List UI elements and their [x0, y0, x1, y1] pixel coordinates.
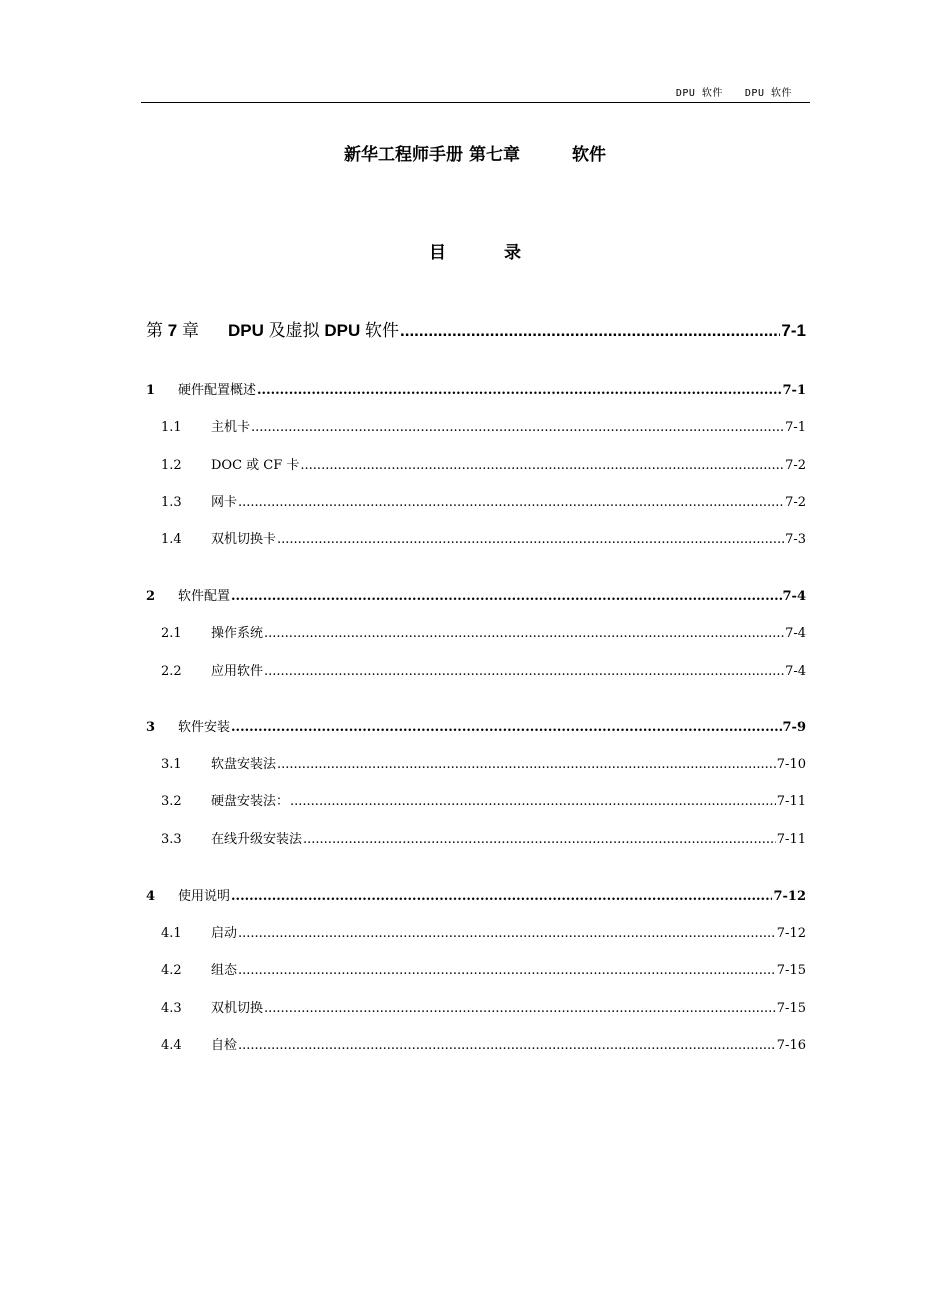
toc-subsection-entry[interactable] — [161, 416, 806, 435]
leader-dots — [231, 720, 781, 735]
document-title-sub: 软件 — [571, 145, 606, 165]
subsection-title: DOC 或 CF 卡 — [211, 458, 300, 473]
subsection-number: 4.2 — [161, 963, 182, 978]
page-number: 7-4 — [782, 589, 806, 604]
page-number: 7-15 — [776, 963, 806, 978]
subsection-title: 主机卡 — [211, 420, 251, 435]
subsection-number: 3.3 — [161, 832, 182, 847]
page-number: 7-16 — [776, 1038, 806, 1053]
page-number: 7-3 — [785, 532, 806, 547]
chapter-number: 第 7 章 — [146, 321, 199, 340]
chapter-title: DPU 及虚拟 DPU 软件 — [228, 321, 400, 340]
subsection-title: 双机切换 — [211, 1001, 264, 1016]
toc-section-entry[interactable] — [146, 716, 806, 735]
toc-subsection-entry[interactable] — [161, 828, 806, 847]
page-number: 7-11 — [776, 832, 806, 847]
section-title: 软件配置 — [178, 589, 231, 604]
section-number: 4 — [146, 889, 156, 904]
page-number: 7-4 — [785, 626, 806, 641]
subsection-title: 硬盘安装法： — [211, 794, 290, 809]
leader-dots — [277, 532, 784, 547]
leader-dots — [257, 383, 781, 398]
subsection-number: 3.2 — [161, 794, 182, 809]
subsection-title: 启动 — [211, 926, 238, 941]
subsection-number: 2.1 — [161, 626, 182, 641]
leader-dots — [290, 794, 776, 809]
toc-subsection-entry[interactable] — [161, 491, 806, 510]
toc-subsection-entry[interactable] — [161, 753, 806, 772]
leader-dots — [264, 664, 784, 679]
section-title: 软件安装 — [178, 720, 231, 735]
subsection-number: 4.1 — [161, 926, 182, 941]
leader-dots — [277, 757, 776, 772]
toc-heading — [0, 238, 950, 263]
page-number: 7-12 — [776, 926, 806, 941]
leader-dots — [251, 420, 784, 435]
toc-chapter-entry[interactable] — [146, 316, 806, 341]
header-rule — [141, 102, 810, 103]
subsection-title: 组态 — [211, 963, 238, 978]
toc-subsection-entry[interactable] — [161, 790, 806, 809]
leader-dots — [231, 889, 772, 904]
toc-subsection-entry[interactable] — [161, 660, 806, 679]
page-number: 7-4 — [785, 664, 806, 679]
leader-dots — [264, 626, 784, 641]
subsection-number: 1.4 — [161, 532, 182, 547]
page-number: 7-9 — [782, 720, 806, 735]
toc-heading-left: 目 — [429, 243, 446, 263]
section-title: 硬件配置概述 — [178, 383, 257, 398]
toc-subsection-entry[interactable] — [161, 997, 806, 1016]
subsection-title: 网卡 — [211, 495, 238, 510]
toc-section-entry[interactable] — [146, 885, 806, 904]
toc-subsection-entry[interactable] — [161, 1034, 806, 1053]
page-number: 7-12 — [773, 889, 806, 904]
subsection-number: 3.1 — [161, 757, 182, 772]
subsection-title: 双机切换卡 — [211, 532, 277, 547]
leader-dots — [231, 589, 781, 604]
document-title-main: 新华工程师手册 第七章 — [344, 145, 520, 165]
toc-subsection-entry[interactable] — [161, 922, 806, 941]
leader-dots — [238, 963, 776, 978]
page-number: 7-1 — [781, 321, 806, 340]
toc-subsection-entry[interactable] — [161, 959, 806, 978]
toc-section-entry[interactable] — [146, 379, 806, 398]
page-header — [676, 84, 792, 99]
header-right-text: DPU 软件 — [744, 88, 792, 99]
page-number: 7-10 — [776, 757, 806, 772]
leader-dots — [264, 1001, 776, 1016]
subsection-number: 1.3 — [161, 495, 182, 510]
subsection-number: 1.2 — [161, 458, 182, 473]
leader-dots — [238, 926, 776, 941]
toc-heading-right: 录 — [504, 243, 521, 263]
leader-dots — [238, 1038, 776, 1053]
page-number: 7-1 — [785, 420, 806, 435]
toc-subsection-entry[interactable] — [161, 528, 806, 547]
subsection-title: 应用软件 — [211, 664, 264, 679]
subsection-title: 操作系统 — [211, 626, 264, 641]
subsection-number: 4.4 — [161, 1038, 182, 1053]
subsection-title: 软盘安装法 — [211, 757, 277, 772]
toc-subsection-entry[interactable] — [161, 622, 806, 641]
leader-dots — [303, 832, 776, 847]
page-number: 7-2 — [785, 458, 806, 473]
leader-dots — [238, 495, 784, 510]
page-number: 7-15 — [776, 1001, 806, 1016]
section-number: 1 — [146, 383, 156, 398]
document-title — [0, 140, 950, 165]
page-number: 7-2 — [785, 495, 806, 510]
leader-dots — [400, 321, 780, 341]
toc-section-entry[interactable] — [146, 585, 806, 604]
subsection-number: 2.2 — [161, 664, 182, 679]
section-number: 2 — [146, 589, 156, 604]
section-number: 3 — [146, 720, 156, 735]
toc-subsection-entry[interactable] — [161, 454, 806, 473]
subsection-title: 自检 — [211, 1038, 238, 1053]
section-title: 使用说明 — [178, 889, 231, 904]
page-number: 7-1 — [782, 383, 806, 398]
header-left-text: DPU 软件 — [675, 88, 723, 99]
page-number: 7-11 — [776, 794, 806, 809]
subsection-title: 在线升级安装法 — [211, 832, 303, 847]
subsection-number: 4.3 — [161, 1001, 182, 1016]
leader-dots — [300, 458, 784, 473]
subsection-number: 1.1 — [161, 420, 182, 435]
